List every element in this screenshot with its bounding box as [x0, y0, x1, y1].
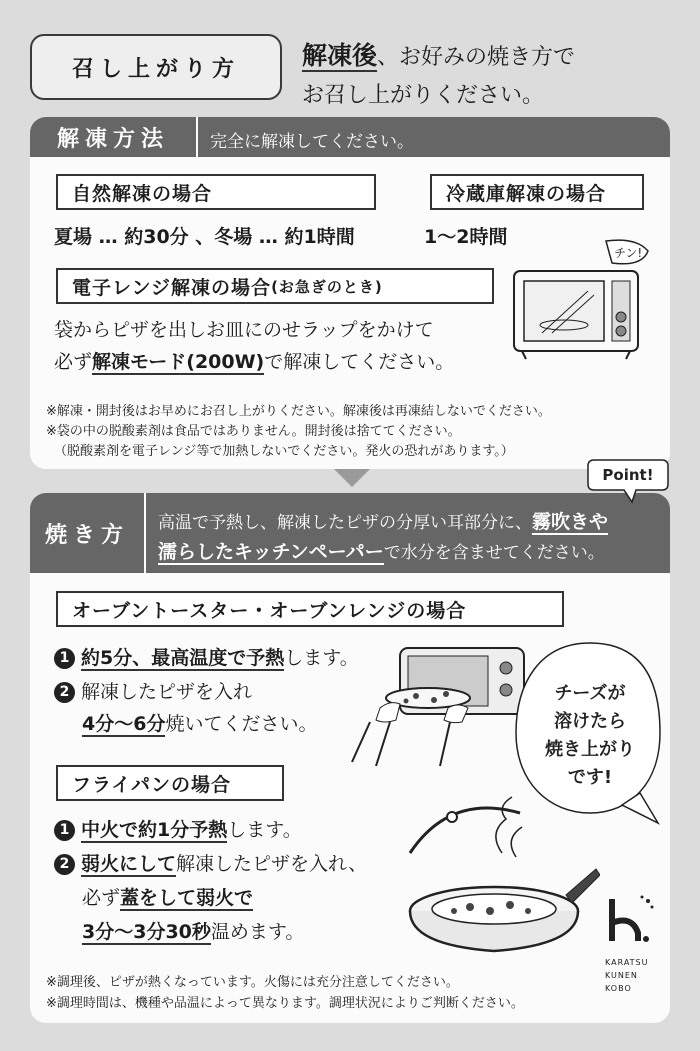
step-1-icon: 1 [54, 820, 75, 841]
oven-step1-post: します。 [284, 647, 359, 669]
pan-step2-line3-post: 温めます。 [210, 921, 305, 943]
thaw-subtitle: 完全に解凍してください。 [210, 132, 414, 152]
tip1-emph: 霧吹きや [532, 511, 609, 533]
oven-label: オーブントースター・オーブンレンジの場合 [56, 591, 564, 627]
frying-pan-illustration [390, 793, 600, 963]
point-badge-text: Point! [602, 466, 654, 484]
logo-line-2: KUNEN [605, 971, 638, 980]
step-1-icon: 1 [54, 648, 75, 669]
logo-text [605, 956, 648, 995]
bake-section [30, 493, 670, 1023]
pan-label: フライパンの場合 [56, 765, 284, 801]
oven-step-1 [54, 643, 359, 670]
bubble-line-1: チーズが [554, 683, 626, 704]
bake-note-2: ※調理時間は、機種や品温によって異なります。調理状況によりご判断ください。 [46, 996, 524, 1011]
oven-step2-emph: 4分～6分 [82, 713, 166, 735]
bake-tip-line1 [158, 507, 608, 534]
mw-emph: 解凍モード(200W) [92, 351, 265, 373]
thaw-note-2: ※袋の中の脱酸素剤は食品ではありません。開封後は捨ててください。 [46, 424, 461, 439]
oven-step1-emph: 約5分、最高温度で予熱 [81, 647, 285, 669]
pan-step-2c [82, 917, 304, 944]
bake-tip-line2 [158, 537, 605, 564]
step-2-icon: 2 [54, 682, 75, 703]
bake-title: 焼き方 [30, 493, 146, 573]
oven-step2-post: 焼いてください。 [165, 713, 318, 735]
down-arrow-icon [334, 469, 370, 487]
thaw-section [30, 117, 670, 469]
mw-post: で解凍してください。 [264, 351, 455, 373]
bubble-line-4: です! [567, 767, 613, 788]
bake-header-bar [30, 493, 670, 573]
pan-step2-line2-emph: 蓋をして弱火で [120, 887, 254, 909]
thaw-title: 解凍方法 [30, 117, 198, 157]
logo-line-1: KARATSU [605, 958, 649, 967]
microwave-illustration [502, 235, 662, 365]
thaw-note-1: ※解凍・開封後はお早めにお召し上がりください。解凍後は再凍結しないでください。 [46, 404, 551, 419]
intro-text-line2: お召し上がりください。 [302, 83, 545, 108]
microwave-thaw-label [56, 268, 494, 304]
toaster-oven-illustration [350, 638, 530, 768]
bubble-line-2: 溶けたら [554, 711, 626, 732]
oven-step-2b [82, 709, 317, 736]
natural-thaw-label: 自然解凍の場合 [56, 174, 376, 210]
fridge-thaw-label: 冷蔵庫解凍の場合 [430, 174, 644, 210]
intro-text-line1 [302, 36, 575, 72]
microwave-instruction-1: 袋からピザを出しお皿にのせラップをかけて [54, 319, 434, 341]
intro-rest: 、お好みの焼き方で [377, 45, 576, 70]
tip2-emph: 濡らしたキッチンペーパー [158, 541, 384, 563]
pan-step2-post: 解凍したピザを入れ、 [176, 853, 368, 875]
point-badge [586, 452, 670, 504]
mw-pre: 必ず [54, 351, 93, 373]
tip2-post: で水分を含ませてください。 [383, 543, 605, 563]
oven-step-2 [54, 677, 252, 704]
pan-step-1 [54, 815, 302, 842]
bubble-line-3: 焼き上がり [545, 739, 635, 760]
logo-mark [602, 893, 658, 953]
pan-step-2b [82, 883, 253, 910]
fridge-thaw-time: 1～2時間 [424, 226, 508, 248]
microwave-label-main: 電子レンジ解凍の場合 [72, 276, 272, 299]
thaw-header-bar [30, 117, 670, 157]
microwave-label-note: (お急ぎのとき) [271, 277, 383, 296]
logo-line-3: KOBO [605, 984, 632, 993]
natural-thaw-time: 夏場 … 約30分 、冬場 … 約1時間 [54, 226, 355, 248]
pan-step1-post: します。 [227, 819, 302, 841]
tip1-pre: 高温で予熱し、解凍したピザの分厚い耳部分に、 [158, 513, 532, 533]
bake-note-1: ※調理後、ピザが熱くなっています。火傷には充分注意してください。 [46, 975, 459, 990]
oven-step2-line1: 解凍したピザを入れ [81, 681, 253, 703]
pan-step2-emph: 弱火にして [81, 853, 177, 875]
pan-step2-line3-emph: 3分～3分30秒 [82, 921, 211, 943]
thaw-note-3: （脱酸素剤を電子レンジ等で加熱しないでください。発火の恐れがあります。） [54, 444, 514, 459]
serving-method-label: 召し上がり方 [30, 34, 282, 100]
pan-step1-emph: 中火で約1分予熱 [81, 819, 228, 841]
pan-step2-line2-pre: 必ず [82, 887, 121, 909]
intro-emphasis: 解凍後 [302, 41, 378, 70]
microwave-sound-text: チン! [614, 246, 643, 260]
microwave-instruction-2 [54, 347, 454, 374]
step-2-icon: 2 [54, 854, 75, 875]
pan-step-2 [54, 849, 367, 876]
